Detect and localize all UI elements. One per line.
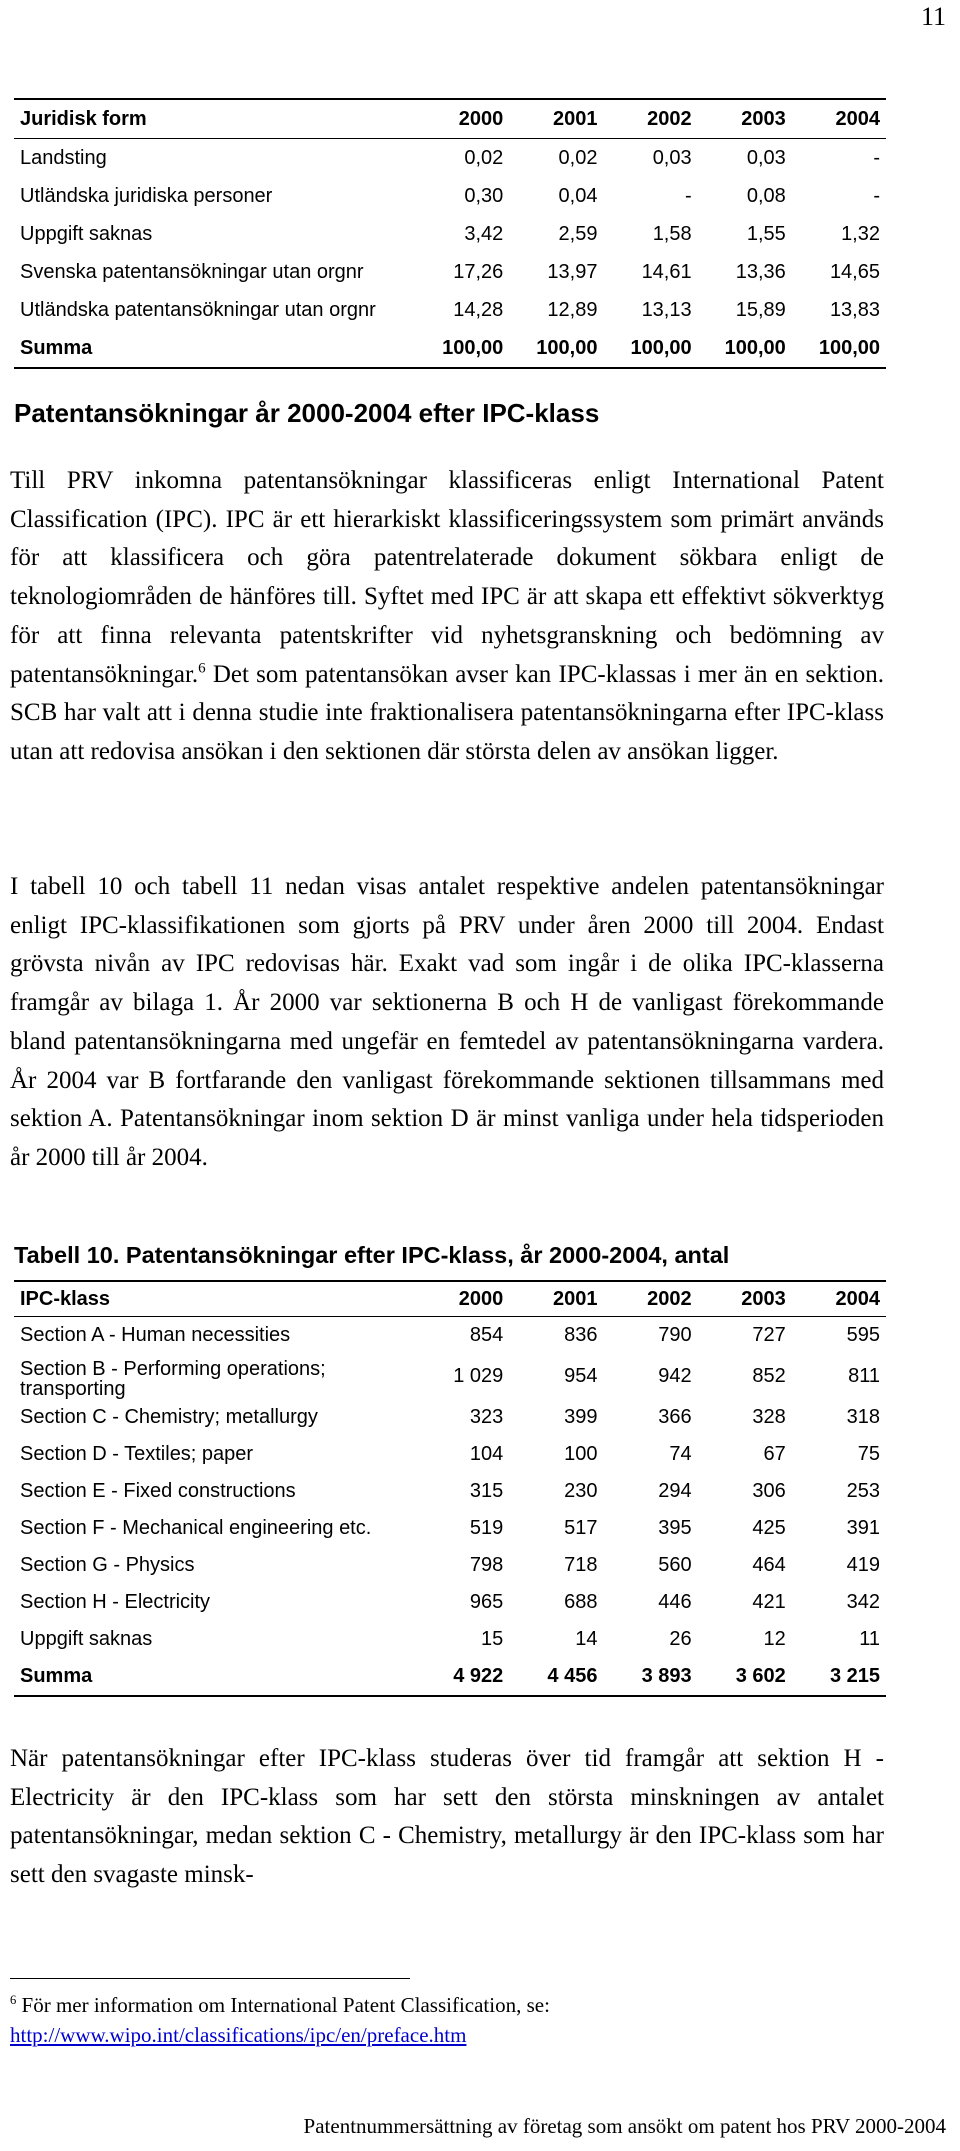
table-cell: 446 xyxy=(658,1591,692,1613)
table-cell: 421 xyxy=(752,1591,786,1613)
table-row xyxy=(14,253,886,291)
table-cell: Uppgift saknas xyxy=(20,1628,153,1650)
column-header: Juridisk form xyxy=(14,99,415,139)
table-cell: Section C - Chemistry; metallurgy xyxy=(20,1406,318,1428)
table-cell: 0,02 xyxy=(558,146,598,169)
column-header: 2004 xyxy=(792,1281,886,1317)
table-cell: 13,83 xyxy=(829,298,880,321)
table-cell: 517 xyxy=(564,1517,598,1539)
section-heading: Patentansökningar år 2000-2004 efter IPC-klass xyxy=(14,398,600,428)
page-number: 11 xyxy=(920,2,946,31)
table-cell: Section A - Human necessities xyxy=(20,1324,291,1346)
table-row xyxy=(14,1547,886,1584)
column-header: 2003 xyxy=(698,99,792,139)
table-cell: Section G - Physics xyxy=(20,1554,195,1576)
table-cell: 4 456 xyxy=(509,1658,603,1696)
footnote-link[interactable]: http://www.wipo.int/classifications/ipc/en/preface.htm xyxy=(10,2023,467,2047)
table-row xyxy=(14,1584,886,1621)
table-header-row xyxy=(14,1281,886,1317)
table-cell: 419 xyxy=(846,1554,880,1576)
table-caption: Tabell 10. Patentansökningar efter IPC-klass, år 2000-2004, antal xyxy=(14,1242,730,1268)
table-row xyxy=(14,139,886,178)
table-row xyxy=(14,1621,886,1658)
table-cell: 688 xyxy=(564,1591,598,1613)
ipc-class-table xyxy=(14,1280,886,1697)
table-cell: 15 xyxy=(481,1628,504,1650)
table-cell: 104 xyxy=(469,1443,504,1465)
table-cell: 100,00 xyxy=(792,329,886,368)
table-cell: 3 893 xyxy=(603,1658,697,1696)
table-cell: 391 xyxy=(846,1517,880,1539)
table-total-row xyxy=(14,1658,886,1696)
body-paragraph: I tabell 10 och tabell 11 nedan visas antalet respektive andelen patentansökningar enligt IPC-klassifikationen som gjorts på PRV under åren 2000 till 2004. Endast grövsta nivån av IPC redovisas här. Exakt vad som ingår i de olika IPC-klasserna framgår av bilaga 1. År 2000 var sektionerna B och H de vanligast förekommande bland patentansökningarna med ungefär en femtedel av patentansökningarna vardera. År 2004 var B fortfarande den vanligast förekommande sektionen tillsammans med sektion A. Patentansökningar inom sektion D är minst vanliga under hela tidsperioden år 2000 till år 2004. xyxy=(10,873,884,1171)
table-cell: 253 xyxy=(846,1480,880,1502)
body-paragraph: När patentansökningar efter IPC-klass studeras över tid framgår att sektion H - Electricity är den IPC-klass som har sett den största minskningen av antalet patentansökningar, medan sektion C - Chemistry, metallurgy är den IPC-klass som har sett den svagaste minsk- xyxy=(10,1745,884,1889)
footnote-text: För mer information om International Patent Classification, se: xyxy=(16,1993,550,2017)
column-header: 2001 xyxy=(509,99,603,139)
table-row xyxy=(14,1317,886,1355)
table-cell: 100,00 xyxy=(698,329,792,368)
table-cell: Uppgift saknas xyxy=(20,222,153,245)
footnote-text-line xyxy=(10,1990,550,2020)
column-header: 2001 xyxy=(509,1281,603,1317)
table-cell: Svenska patentansökningar utan orgnr xyxy=(20,260,364,283)
table-cell: 798 xyxy=(469,1554,504,1576)
column-header: 2002 xyxy=(603,1281,697,1317)
paragraph-text: Till PRV inkomna patentansökningar klassificeras enligt International Patent Classification (IPC). IPC är ett hierarkiskt klassificeringssystem som primärt används för att klassificera och göra patentrelaterade dokument sökbara enligt de teknologiområden de hänföres till. Syftet med IPC är att skapa ett effektivt sökverktyg för att finna relevanta patentskrifter vid nyhetsgranskning och bedömning av patentansökningar. xyxy=(10,467,884,688)
table-cell: 342 xyxy=(846,1591,880,1613)
table-cell: Section D - Textiles; paper xyxy=(20,1443,254,1465)
table-cell: 2,59 xyxy=(558,222,598,245)
table-cell: 230 xyxy=(564,1480,598,1502)
table-cell: 811 xyxy=(848,1365,880,1387)
table-cell: 17,26 xyxy=(453,260,504,283)
column-header: 2003 xyxy=(698,1281,792,1317)
paragraph-text: Det som patentansökan avser kan IPC-klassas i mer än en sektion. SCB har valt att i denna studie inte fraktionalisera patentansökningarna efter IPC-klass utan att redovisa ansökan i den sektionen där största delen av ansökan ligger. xyxy=(10,660,884,765)
table-cell: 318 xyxy=(846,1406,880,1428)
table-cell: Utländska patentansökningar utan orgnr xyxy=(20,298,376,321)
table-cell: 595 xyxy=(846,1324,880,1346)
table-cell: 100,00 xyxy=(603,329,697,368)
table-cell: 560 xyxy=(658,1554,692,1576)
table-row xyxy=(14,215,886,253)
table-cell: 100,00 xyxy=(415,329,509,368)
table-cell: 399 xyxy=(564,1406,598,1428)
table-cell: 100,00 xyxy=(509,329,603,368)
table-cell: 464 xyxy=(752,1554,786,1576)
table-row xyxy=(14,1354,886,1399)
footnote xyxy=(10,1990,550,2050)
table-cell: 727 xyxy=(752,1324,786,1346)
table-cell: 0,08 xyxy=(746,184,786,207)
table-header-row xyxy=(14,99,886,139)
table-cell: 3,42 xyxy=(464,222,504,245)
table-cell: - xyxy=(873,184,880,207)
table-cell: 3 602 xyxy=(698,1658,792,1696)
table-cell: 854 xyxy=(469,1324,504,1346)
table-cell: 15,89 xyxy=(735,298,786,321)
column-header: 2000 xyxy=(415,1281,509,1317)
table-cell: 395 xyxy=(658,1517,692,1539)
table-cell: 306 xyxy=(752,1480,786,1502)
table-cell: 1 029 xyxy=(453,1365,504,1387)
footnote-ref: 6 xyxy=(198,660,206,677)
table-cell: 942 xyxy=(658,1365,692,1387)
table-cell: 67 xyxy=(763,1443,786,1465)
running-footer: Patentnummersättning av företag som ansökt om patent hos PRV 2000-2004 xyxy=(303,2114,946,2138)
table-total-row xyxy=(14,329,886,368)
table-cell: 14,61 xyxy=(641,260,692,283)
table-row xyxy=(14,1436,886,1473)
table-cell: 1,58 xyxy=(652,222,692,245)
table-cell: 13,13 xyxy=(641,298,692,321)
table-cell: 100 xyxy=(564,1443,598,1465)
table-cell: 75 xyxy=(857,1443,880,1465)
column-header: 2004 xyxy=(792,99,886,139)
table-cell: 12,89 xyxy=(547,298,598,321)
footnote-link-line xyxy=(10,2020,550,2050)
table-cell: 74 xyxy=(669,1443,692,1465)
body-paragraph xyxy=(10,462,884,772)
table-row xyxy=(14,1473,886,1510)
table-cell: 328 xyxy=(752,1406,786,1428)
table-cell: 323 xyxy=(469,1406,504,1428)
table-cell: 14,65 xyxy=(829,260,880,283)
table-cell: 366 xyxy=(658,1406,692,1428)
table-cell: Section H - Electricity xyxy=(20,1591,211,1613)
table-row xyxy=(14,177,886,215)
column-header: 2002 xyxy=(603,99,697,139)
table-cell: 3 215 xyxy=(792,1658,886,1696)
table-cell: Summa xyxy=(14,329,415,368)
table-cell: 11 xyxy=(859,1628,880,1650)
table-cell: 0,03 xyxy=(746,146,786,169)
table-cell: 294 xyxy=(658,1480,692,1502)
table-cell: 13,97 xyxy=(547,260,598,283)
table-cell: 852 xyxy=(752,1365,786,1387)
table-cell: Summa xyxy=(14,1658,415,1696)
table-cell: 0,03 xyxy=(652,146,692,169)
table-row xyxy=(14,1510,886,1547)
table-cell: 14 xyxy=(575,1628,598,1650)
table-cell: 0,04 xyxy=(558,184,598,207)
table-cell: 13,36 xyxy=(735,260,786,283)
table-cell: 315 xyxy=(469,1480,504,1502)
table-cell: Landsting xyxy=(20,146,107,169)
table-cell: Utländska juridiska personer xyxy=(20,184,273,207)
table-cell: 0,02 xyxy=(464,146,504,169)
table-row xyxy=(14,291,886,329)
table-cell: 519 xyxy=(469,1517,504,1539)
column-header: IPC-klass xyxy=(14,1281,415,1317)
footnote-number: 6 xyxy=(10,1993,17,2007)
table-cell: 954 xyxy=(564,1365,598,1387)
table-cell: Section F - Mechanical engineering etc. xyxy=(20,1517,372,1539)
table-cell: - xyxy=(873,146,880,169)
table-cell: 12 xyxy=(763,1628,786,1650)
table-cell: 836 xyxy=(564,1324,598,1346)
column-header: 2000 xyxy=(415,99,509,139)
table-cell: Section E - Fixed constructions xyxy=(20,1480,296,1502)
table-cell: 1,55 xyxy=(746,222,786,245)
table-cell: 0,30 xyxy=(464,184,504,207)
table-cell: 965 xyxy=(469,1591,504,1613)
table-cell: - xyxy=(684,184,692,207)
table-cell: 14,28 xyxy=(453,298,504,321)
table-cell: 1,32 xyxy=(841,222,880,245)
table-cell: 718 xyxy=(564,1554,598,1576)
table-row xyxy=(14,1399,886,1436)
juridisk-form-table xyxy=(14,98,886,369)
table-cell: Section B - Performing operations; transporting xyxy=(20,1358,326,1400)
table-cell: 425 xyxy=(752,1517,786,1539)
footnote-divider xyxy=(10,1978,410,1979)
table-cell: 790 xyxy=(658,1324,692,1346)
table-cell: 26 xyxy=(669,1628,692,1650)
table-cell: 4 922 xyxy=(415,1658,509,1696)
